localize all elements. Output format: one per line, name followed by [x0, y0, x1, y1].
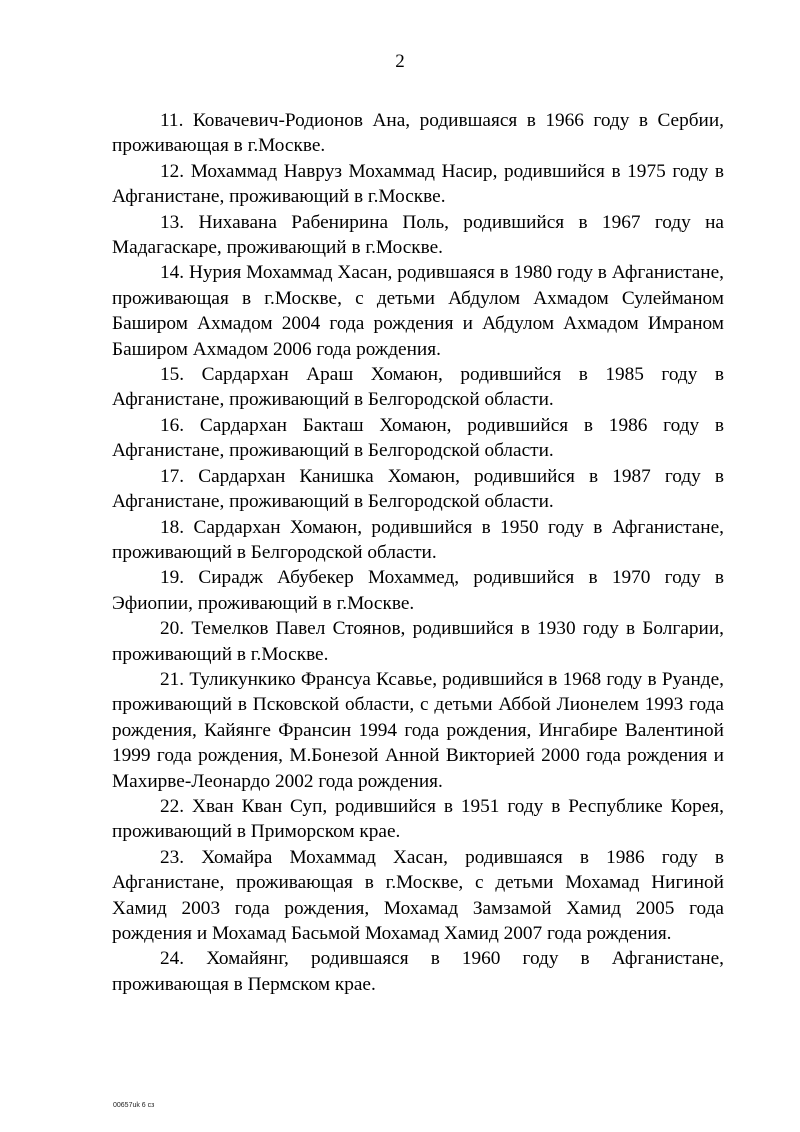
list-item	[112, 108, 724, 159]
entry-number: 22.	[160, 795, 185, 817]
list-item	[112, 565, 724, 616]
entry-text: Ковачевич-Родионов Ана, родившаяся в 1966 году в Сербии, проживающая в г.Москве.	[112, 110, 725, 157]
list-item	[112, 159, 724, 210]
entry-text: Туликункико Франсуа Ксавье, родившийся в 1968 году в Руанде, проживающий в Псковской области, с детьми Аббой Лионелем 1993 года рождения, Кайянге Франсин 1994 года рождения, Ингабире Валентиной 1999 года рождения, М.Бонезой Анной Викторией 2000 года рождения и Махирве-Леонардо 2002 года рождения.	[112, 668, 724, 792]
entry-text: Сардархан Канишка Хомаюн, родившийся в 1987 году в Афганистане, проживающий в Белгородской области.	[112, 465, 725, 513]
entry-text: Хван Кван Суп, родившийся в 1951 году в Республике Корея, проживающий в Приморском крае.	[112, 795, 724, 843]
entry-text: Нихавана Рабенирина Поль, родившийся в 1967 году на Мадагаскаре, проживающий в г.Москве.	[112, 211, 724, 259]
entry-number: 11.	[160, 110, 184, 131]
entry-text: Нурия Мохаммад Хасан, родившаяся в 1980 году в Афганистане, проживающая в г.Москве, с детьми Абдулом Ахмадом Сулейманом Баширом Ахмадом 2004 года рождения и Абдулом Ахмадом Имраном Баширом Ахмадом 2006 года рождения.	[112, 262, 724, 360]
entry-number: 20.	[160, 618, 185, 640]
entry-text: Темелков Павел Стоянов, родившийся в 1930 году в Болгарии, проживающий в г.Москве.	[112, 618, 724, 665]
entry-text: Сардархан Бакташ Хомаюн, родившийся в 1986 году в Афганистане, проживающий в Белгородской области.	[112, 414, 724, 462]
entry-number: 21.	[160, 668, 185, 690]
entry-number: 16.	[160, 414, 185, 436]
entry-number: 18.	[160, 516, 185, 538]
entry-text: Сардархан Араш Хомаюн, родившийся в 1985 году в Афганистане, проживающий в Белгородской области.	[112, 364, 724, 411]
list-item	[112, 616, 724, 667]
list-item	[112, 845, 724, 947]
entry-number: 19.	[160, 567, 185, 589]
list-item	[112, 362, 724, 413]
list-item	[112, 515, 724, 566]
entry-number: 13.	[160, 211, 185, 233]
entry-number: 17.	[160, 465, 185, 487]
entry-number: 24.	[160, 948, 185, 970]
entry-number: 14.	[160, 262, 185, 284]
document-code: 00657uk 6 сз	[113, 1102, 155, 1109]
entry-list	[112, 108, 724, 997]
entry-text: Сирадж Абубекер Мохаммед, родившийся в 1970 году в Эфиопии, проживающий в г.Москве.	[112, 567, 724, 614]
entry-number: 15.	[160, 364, 185, 386]
list-item	[112, 464, 724, 515]
list-item	[112, 210, 724, 261]
entry-text: Сардархан Хомаюн, родившийся в 1950 году в Афганистане, проживающий в Белгородской области.	[112, 516, 724, 563]
list-item	[112, 946, 724, 997]
entry-text: Мохаммад Навруз Мохаммад Насир, родившийся в 1975 году в Афганистане, проживающий в г.Москве.	[112, 160, 724, 208]
list-item	[112, 794, 724, 845]
list-item	[112, 667, 724, 794]
list-item	[112, 413, 724, 464]
entry-text: Хомайра Мохаммад Хасан, родившаяся в 1986 году в Афганистане, проживающая в г.Москве, с детьми Мохамад Нигиной Хамид 2003 года рождения, Мохамад Замзамой Хамид 2005 года рождения и Мохамад Басьмой Мохамад Хамид 2007 года рождения.	[112, 846, 724, 944]
entry-number: 23.	[160, 846, 185, 868]
list-item	[112, 260, 724, 362]
page-number: 2	[395, 51, 405, 72]
entry-number: 12.	[160, 160, 185, 182]
entry-text: Хомайянг, родившаяся в 1960 году в Афганистане, проживающая в Пермском крае.	[112, 948, 724, 995]
